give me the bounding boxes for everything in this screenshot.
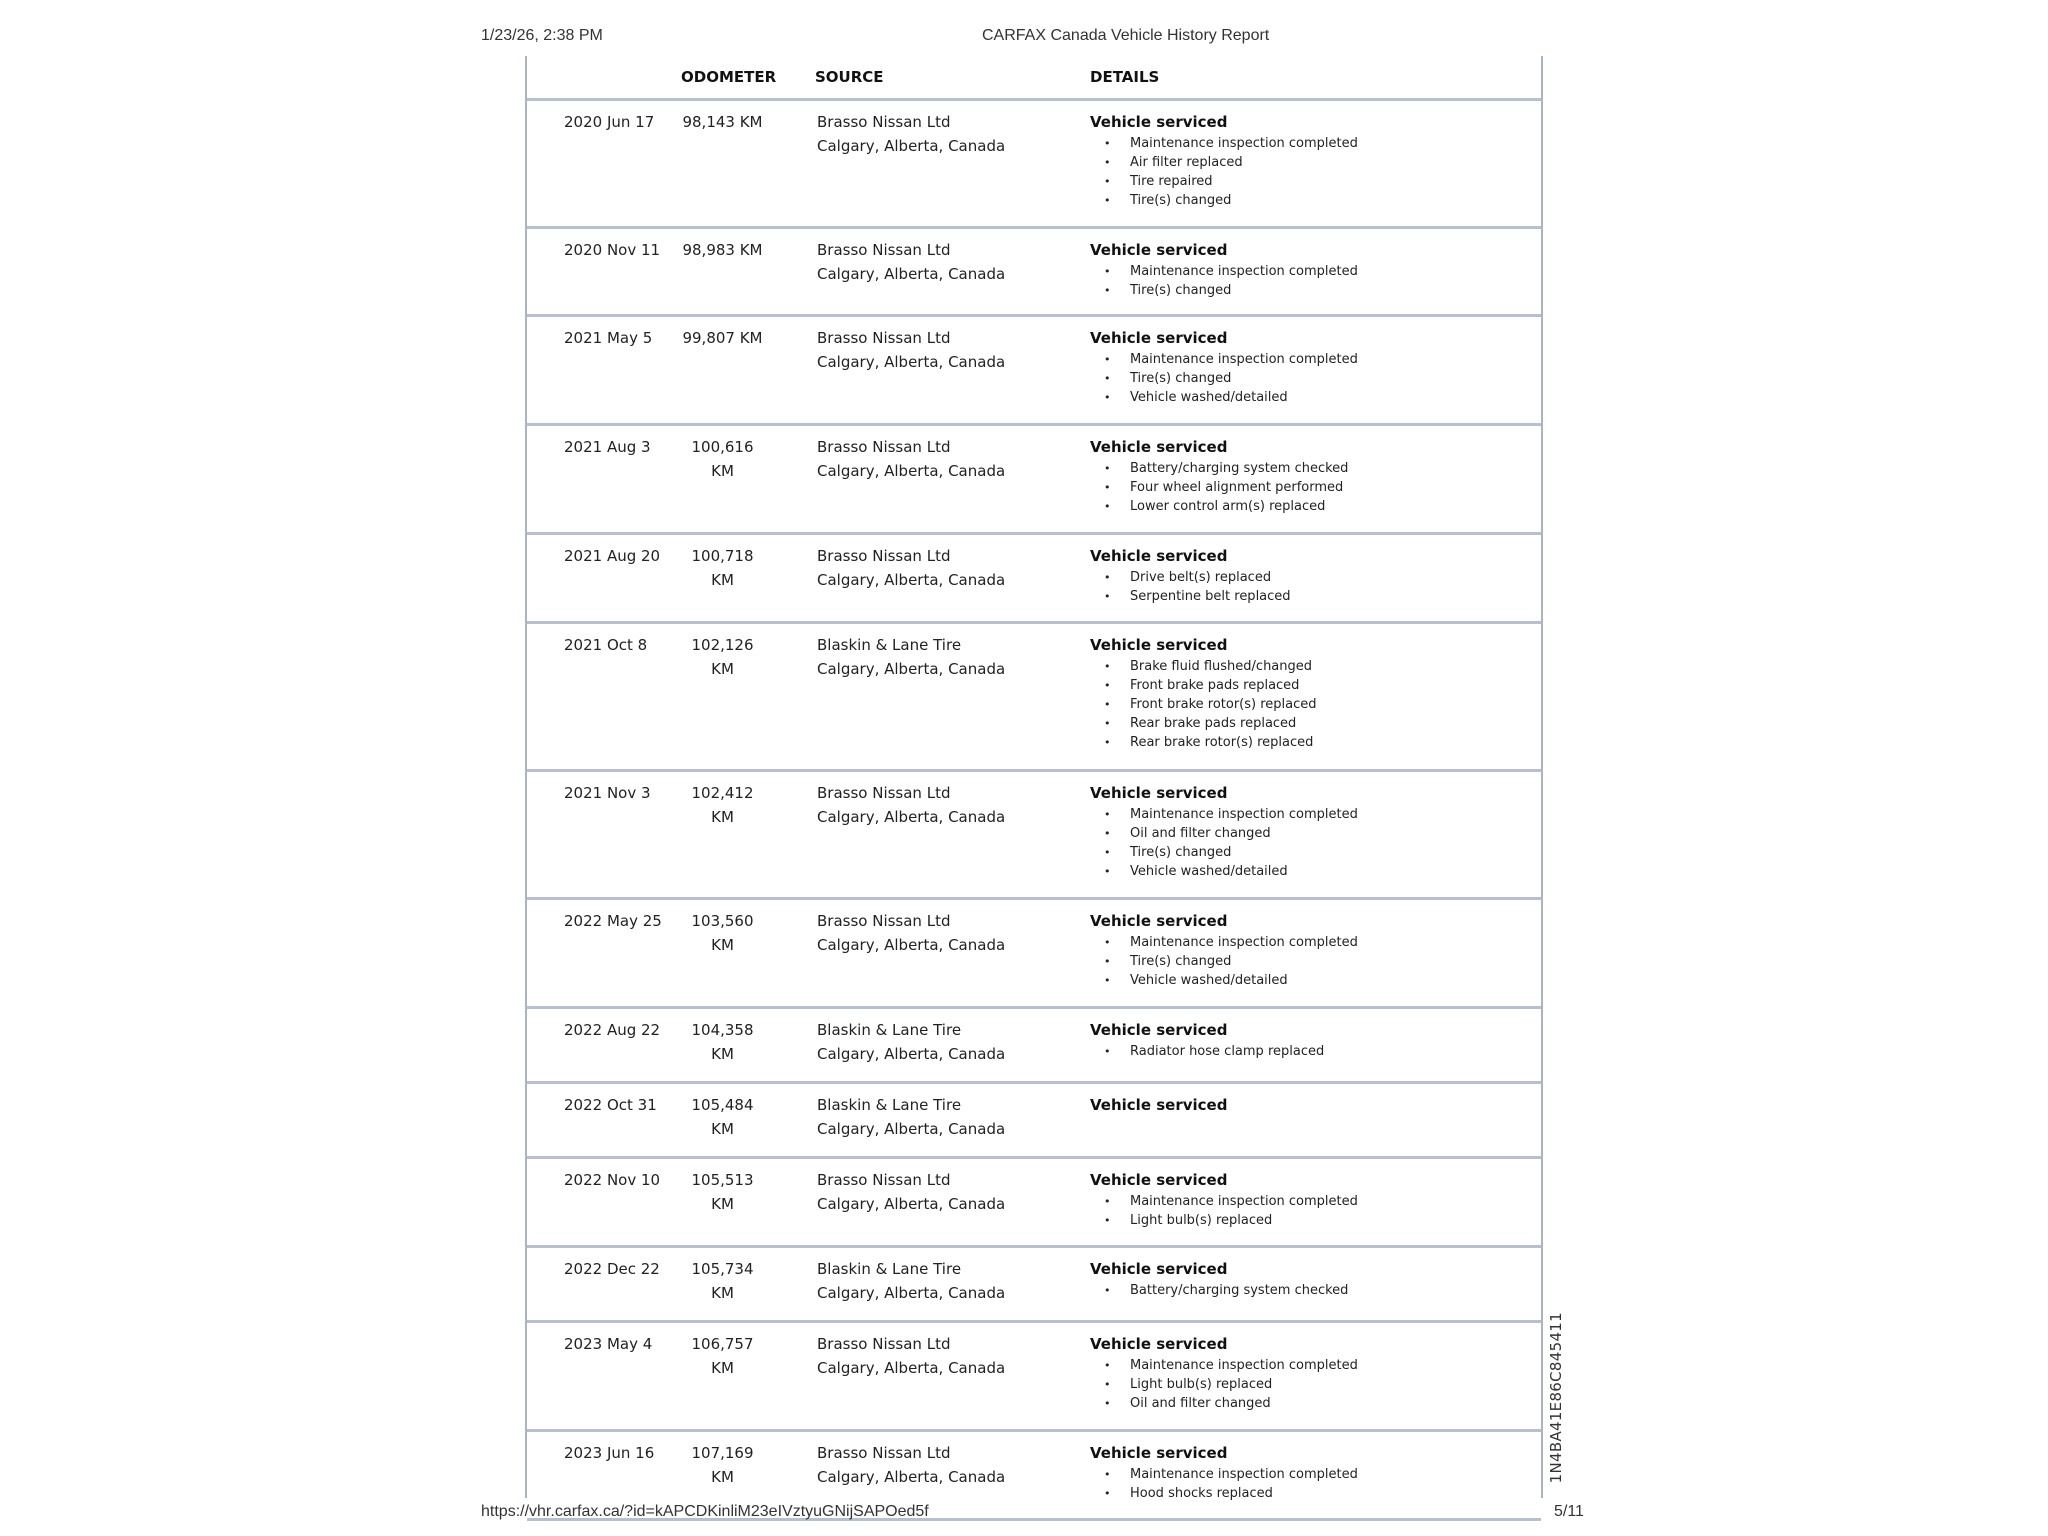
detail-list (1090, 1192, 1358, 1230)
detail-list (1090, 350, 1358, 407)
detail-item: • Radiator hose clamp replaced (1090, 1042, 1324, 1061)
record-odometer: 103,560 KM (691, 912, 754, 954)
detail-list (1090, 933, 1358, 990)
record-source (817, 1441, 1005, 1489)
detail-item: • Battery/charging system checked (1090, 459, 1348, 478)
record-source (817, 1332, 1005, 1380)
record-source (817, 544, 1005, 592)
table-header-row (527, 56, 1541, 101)
source-name: Brasso Nissan Ltd (817, 1335, 951, 1353)
record-odometer: 102,126 KM (691, 636, 754, 678)
detail-list (1090, 1281, 1348, 1300)
record-date: 2020 Nov 11 (564, 241, 661, 259)
records-list (527, 101, 1541, 1521)
source-location: Calgary, Alberta, Canada (817, 1045, 1006, 1063)
detail-title: Vehicle serviced (1090, 1096, 1228, 1114)
record-odometer: 99,807 KM (682, 329, 763, 347)
detail-title: Vehicle serviced (1090, 241, 1228, 259)
record-odometer: 98,983 KM (682, 241, 763, 259)
source-location: Calgary, Alberta, Canada (817, 808, 1006, 826)
source-location: Calgary, Alberta, Canada (817, 1120, 1006, 1138)
source-location: Calgary, Alberta, Canada (817, 1359, 1006, 1377)
detail-title: Vehicle serviced (1090, 784, 1228, 802)
record-details (1090, 633, 1317, 752)
print-datetime: 1/23/26, 2:38 PM (481, 27, 603, 44)
detail-item: • Tire(s) changed (1090, 369, 1358, 388)
detail-list (1090, 134, 1358, 210)
source-name: Brasso Nissan Ltd (817, 113, 951, 131)
odometer-column-header: ODOMETER (681, 68, 777, 86)
record-date: 2021 Oct 8 (564, 636, 648, 654)
detail-list (1090, 262, 1358, 300)
detail-list (1090, 1356, 1358, 1413)
print-footer (0, 1503, 2048, 1533)
record-details (1090, 1332, 1358, 1413)
detail-item: • Battery/charging system checked (1090, 1281, 1348, 1300)
detail-item: • Oil and filter changed (1090, 824, 1358, 843)
table-row (527, 535, 1541, 624)
detail-item: • Light bulb(s) replaced (1090, 1211, 1358, 1230)
source-name: Brasso Nissan Ltd (817, 1444, 951, 1462)
source-location: Calgary, Alberta, Canada (817, 462, 1006, 480)
record-odometer: 105,734 KM (691, 1260, 754, 1302)
detail-item: • Maintenance inspection completed (1090, 1465, 1358, 1484)
detail-item: • Brake fluid flushed/changed (1090, 657, 1317, 676)
record-details (1090, 1168, 1358, 1230)
detail-title: Vehicle serviced (1090, 113, 1228, 131)
detail-item: • Four wheel alignment performed (1090, 478, 1348, 497)
source-name: Brasso Nissan Ltd (817, 547, 951, 565)
record-source (817, 1257, 1005, 1305)
detail-item: • Vehicle washed/detailed (1090, 862, 1358, 881)
source-location: Calgary, Alberta, Canada (817, 1195, 1006, 1213)
table-row (527, 1084, 1541, 1159)
detail-list (1090, 805, 1358, 881)
report-url[interactable]: https://vhr.carfax.ca/?id=kAPCDKinliM23eIVztyuGNijSAPOed5f (481, 1503, 929, 1520)
source-location: Calgary, Alberta, Canada (817, 660, 1006, 678)
record-date: 2021 Nov 3 (564, 784, 651, 802)
record-date: 2022 May 25 (564, 912, 662, 930)
record-source (817, 1018, 1005, 1066)
source-name: Blaskin & Lane Tire (817, 1021, 962, 1039)
table-row (527, 1323, 1541, 1432)
detail-item: • Tire(s) changed (1090, 843, 1358, 862)
detail-list (1090, 459, 1348, 516)
record-date: 2022 Oct 31 (564, 1096, 657, 1114)
detail-title: Vehicle serviced (1090, 329, 1228, 347)
detail-item: • Air filter replaced (1090, 153, 1358, 172)
detail-item: • Front brake rotor(s) replaced (1090, 695, 1317, 714)
record-date: 2023 Jun 16 (564, 1444, 655, 1462)
source-name: Brasso Nissan Ltd (817, 241, 951, 259)
detail-list (1090, 657, 1317, 752)
source-location: Calgary, Alberta, Canada (817, 265, 1006, 283)
record-odometer: 102,412 KM (691, 784, 754, 826)
table-row (527, 317, 1541, 426)
source-name: Brasso Nissan Ltd (817, 912, 951, 930)
record-odometer: 100,718 KM (691, 547, 754, 589)
source-name: Brasso Nissan Ltd (817, 329, 951, 347)
table-row (527, 426, 1541, 535)
detail-list (1090, 568, 1291, 606)
record-odometer: 104,358 KM (691, 1021, 754, 1063)
source-name: Brasso Nissan Ltd (817, 784, 951, 802)
record-source (817, 326, 1005, 374)
record-source (817, 781, 1005, 829)
detail-item: • Tire(s) changed (1090, 952, 1358, 971)
source-name: Brasso Nissan Ltd (817, 1171, 951, 1189)
detail-item: • Maintenance inspection completed (1090, 1192, 1358, 1211)
detail-title: Vehicle serviced (1090, 438, 1228, 456)
detail-item: • Vehicle washed/detailed (1090, 388, 1358, 407)
page-number: 5/11 (1554, 1503, 1584, 1520)
record-date: 2020 Jun 17 (564, 113, 655, 131)
print-header (0, 27, 2048, 57)
source-name: Blaskin & Lane Tire (817, 1096, 962, 1114)
record-details (1090, 1257, 1348, 1300)
record-source (817, 1168, 1005, 1216)
record-source (817, 110, 1005, 158)
record-details (1090, 238, 1358, 300)
source-location: Calgary, Alberta, Canada (817, 1284, 1006, 1302)
detail-item: • Maintenance inspection completed (1090, 933, 1358, 952)
detail-list (1090, 1042, 1324, 1061)
detail-item: • Maintenance inspection completed (1090, 262, 1358, 281)
table-row (527, 624, 1541, 772)
source-location: Calgary, Alberta, Canada (817, 1468, 1006, 1486)
record-date: 2021 May 5 (564, 329, 653, 347)
record-source (817, 1093, 1005, 1141)
source-name: Blaskin & Lane Tire (817, 1260, 962, 1278)
source-location: Calgary, Alberta, Canada (817, 137, 1006, 155)
detail-title: Vehicle serviced (1090, 1444, 1228, 1462)
detail-list (1090, 1465, 1358, 1503)
detail-item: • Oil and filter changed (1090, 1394, 1358, 1413)
detail-item: • Rear brake rotor(s) replaced (1090, 733, 1317, 752)
record-odometer: 105,513 KM (691, 1171, 754, 1213)
record-details (1090, 1441, 1358, 1503)
detail-item: • Lower control arm(s) replaced (1090, 497, 1348, 516)
source-name: Blaskin & Lane Tire (817, 636, 962, 654)
detail-item: • Maintenance inspection completed (1090, 805, 1358, 824)
detail-item: • Tire repaired (1090, 172, 1358, 191)
record-details (1090, 1018, 1324, 1061)
detail-item: • Maintenance inspection completed (1090, 1356, 1358, 1375)
detail-title: Vehicle serviced (1090, 636, 1228, 654)
table-row (527, 1248, 1541, 1323)
report-title: CARFAX Canada Vehicle History Report (982, 27, 1270, 44)
record-details (1090, 326, 1358, 407)
table-row (527, 900, 1541, 1009)
source-location: Calgary, Alberta, Canada (817, 353, 1006, 371)
record-details (1090, 110, 1358, 210)
detail-title: Vehicle serviced (1090, 912, 1228, 930)
record-odometer: 98,143 KM (682, 113, 763, 131)
detail-title: Vehicle serviced (1090, 1021, 1228, 1039)
history-table (525, 56, 1543, 1501)
detail-item: • Front brake pads replaced (1090, 676, 1317, 695)
table-row (527, 1159, 1541, 1248)
record-details (1090, 435, 1348, 516)
details-column-header: DETAILS (1090, 68, 1160, 86)
record-source (817, 909, 1005, 957)
detail-title: Vehicle serviced (1090, 1171, 1228, 1189)
source-name: Brasso Nissan Ltd (817, 438, 951, 456)
record-date: 2022 Aug 22 (564, 1021, 661, 1039)
record-odometer: 106,757 KM (691, 1335, 754, 1377)
detail-item: • Serpentine belt replaced (1090, 587, 1291, 606)
record-details (1090, 1093, 1227, 1117)
table-row (527, 101, 1541, 229)
detail-item: • Tire(s) changed (1090, 191, 1358, 210)
record-source (817, 238, 1005, 286)
record-odometer: 100,616 KM (691, 438, 754, 480)
detail-title: Vehicle serviced (1090, 1260, 1228, 1278)
record-odometer: 105,484 KM (691, 1096, 754, 1138)
table-row (527, 229, 1541, 317)
detail-item: • Vehicle washed/detailed (1090, 971, 1358, 990)
record-odometer: 107,169 KM (691, 1444, 754, 1486)
record-details (1090, 909, 1358, 990)
source-location: Calgary, Alberta, Canada (817, 936, 1006, 954)
detail-item: • Maintenance inspection completed (1090, 350, 1358, 369)
record-date: 2021 Aug 3 (564, 438, 651, 456)
detail-title: Vehicle serviced (1090, 1335, 1228, 1353)
record-date: 2023 May 4 (564, 1335, 653, 1353)
detail-item: • Light bulb(s) replaced (1090, 1375, 1358, 1394)
detail-title: Vehicle serviced (1090, 547, 1228, 565)
vin-number: 1N4BA41E86C845411 (1547, 1312, 1565, 1484)
table-row (527, 772, 1541, 900)
record-source (817, 633, 1005, 681)
source-location: Calgary, Alberta, Canada (817, 571, 1006, 589)
detail-item: • Maintenance inspection completed (1090, 134, 1358, 153)
detail-item: • Drive belt(s) replaced (1090, 568, 1291, 587)
source-column-header: SOURCE (815, 68, 884, 86)
detail-item: • Rear brake pads replaced (1090, 714, 1317, 733)
detail-item: • Tire(s) changed (1090, 281, 1358, 300)
table-row (527, 1009, 1541, 1084)
record-details (1090, 781, 1358, 881)
record-date: 2022 Nov 10 (564, 1171, 661, 1189)
record-date: 2022 Dec 22 (564, 1260, 660, 1278)
detail-item: • Hood shocks replaced (1090, 1484, 1358, 1503)
record-date: 2021 Aug 20 (564, 547, 661, 565)
record-details (1090, 544, 1291, 606)
record-source (817, 435, 1005, 483)
